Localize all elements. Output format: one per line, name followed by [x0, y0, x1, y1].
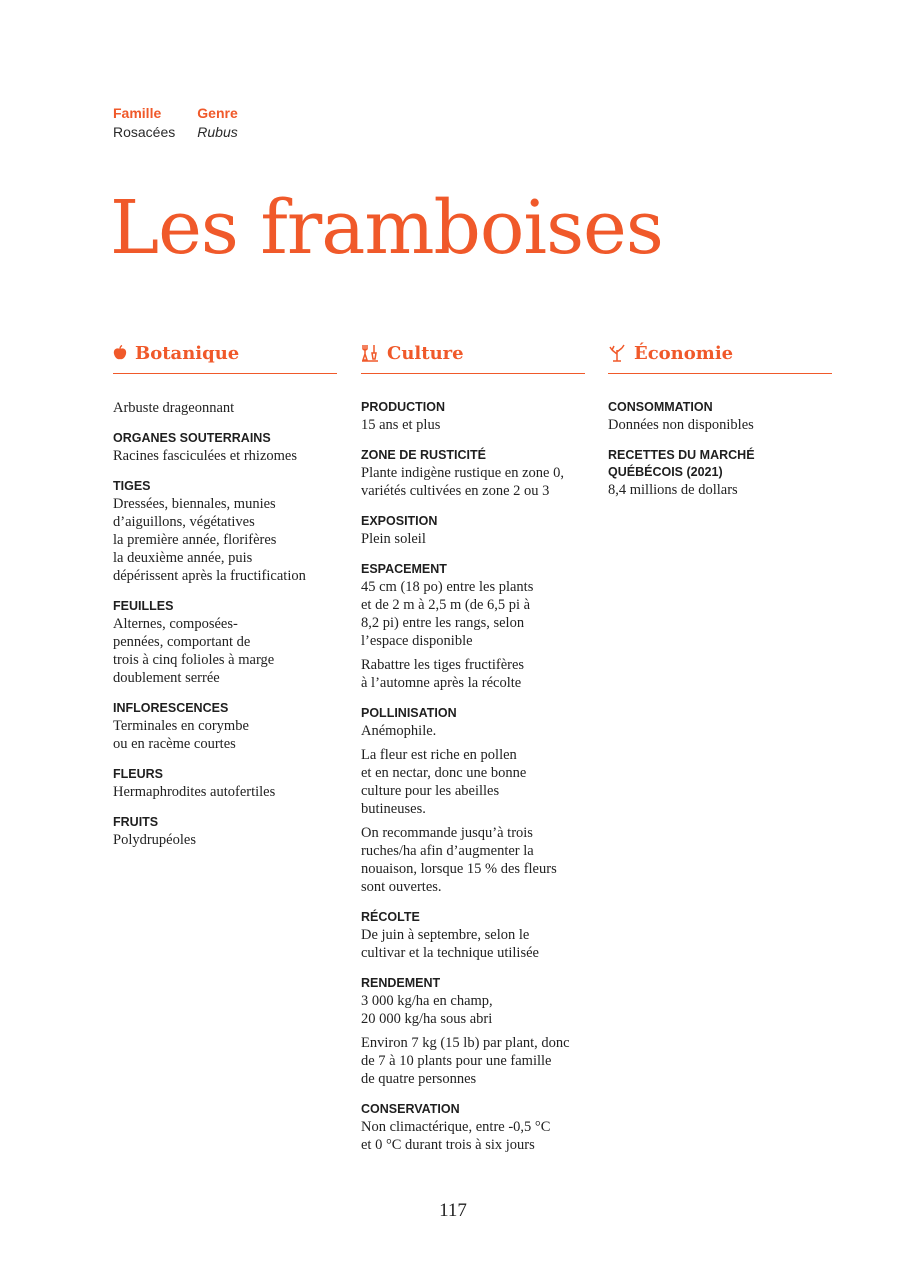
family-label: Famille: [113, 105, 162, 121]
economie-heading-label: Économie: [634, 342, 734, 364]
culture-item-label: CONSERVATION: [361, 1102, 460, 1116]
economie-item-label: RECETTES DU MARCHÉ QUÉBÉCOIS (2021): [608, 448, 755, 479]
culture-item-text: 45 cm (18 po) entre les plants et de 2 m à 2,5 m (de 6,5 pi à 8,2 pi) entre les rangs, selon l’espace disponible: [361, 579, 534, 649]
culture-item: [361, 447, 585, 500]
economie-item-label: CONSOMMATION: [608, 400, 713, 414]
culture-item: [361, 561, 585, 692]
taxonomy: [113, 104, 238, 142]
genus-value: Rubus: [197, 124, 238, 140]
botanique-item-text: Dressées, biennales, munies d’aiguillons, végétatives la première année, florifères la deuxième année, puis dépérissent après la fructification: [113, 496, 306, 584]
culture-item-label: RÉCOLTE: [361, 910, 420, 924]
botanique-item-text: Alternes, composées- pennées, comportant de trois à cinq folioles à marge doublement serrée: [113, 616, 275, 686]
culture-item-label: PRODUCTION: [361, 400, 446, 414]
page-number: 117: [439, 1200, 467, 1221]
genus-block: [197, 104, 237, 142]
botanique-item-label: TIGES: [113, 479, 151, 493]
page-title: Les framboises: [110, 185, 663, 271]
culture-column: [361, 336, 585, 1167]
family-block: [113, 104, 175, 142]
culture-item-text: Non climactérique, entre -0,5 °C et 0 °C durant trois à six jours: [361, 1119, 551, 1153]
economie-item: [608, 447, 832, 499]
botanique-heading-label: Botanique: [135, 342, 240, 364]
culture-item: [361, 909, 585, 962]
culture-item-label: ESPACEMENT: [361, 562, 447, 576]
botanique-item: [113, 766, 337, 801]
culture-item: [361, 399, 585, 434]
culture-item-text: On recommande jusqu’à trois ruches/ha afin d’augmenter la nouaison, lorsque 15 % des fleurs sont ouvertes.: [361, 825, 557, 895]
botanique-item-text: Hermaphrodites autofertiles: [113, 784, 276, 800]
family-value: Rosacées: [113, 124, 176, 140]
garden-tools-icon: [361, 344, 379, 362]
economie-item: [608, 399, 832, 434]
culture-item-text: Plein soleil: [361, 531, 426, 547]
culture-item: [361, 1101, 585, 1154]
botanique-heading: [113, 336, 337, 374]
culture-item: [361, 705, 585, 896]
culture-item-text: Environ 7 kg (15 lb) par plant, donc de 7 à 10 plants pour une famille de quatre personnes: [361, 1035, 570, 1087]
culture-item: [361, 975, 585, 1088]
culture-item-label: ZONE DE RUSTICITÉ: [361, 448, 487, 462]
botanique-item-label: FEUILLES: [113, 599, 174, 613]
economie-item-text: 8,4 millions de dollars: [608, 482, 738, 498]
culture-item-text: Rabattre les tiges fructifères à l’automne après la récolte: [361, 657, 525, 691]
culture-item: [361, 513, 585, 548]
botanique-item: [113, 598, 337, 687]
culture-item-text: 15 ans et plus: [361, 417, 441, 433]
economie-heading: [608, 336, 832, 374]
botanique-item-label: FLEURS: [113, 767, 163, 781]
culture-item-text: Plante indigène rustique en zone 0, variétés cultivées en zone 2 ou 3: [361, 465, 564, 499]
botanique-item: [113, 700, 337, 753]
botanique-item: [113, 814, 337, 849]
culture-item-label: RENDEMENT: [361, 976, 441, 990]
botanique-item-label: FRUITS: [113, 815, 159, 829]
botanique-item: [113, 478, 337, 585]
botanique-column: [113, 336, 337, 862]
botanique-item: [113, 430, 337, 465]
genus-label: Genre: [197, 105, 238, 121]
economie-item-text: Données non disponibles: [608, 417, 754, 433]
botanique-item-label: INFLORESCENCES: [113, 701, 229, 715]
plant-icon: [608, 344, 626, 362]
botanique-item-text: Polydrupéoles: [113, 832, 196, 848]
culture-heading: [361, 336, 585, 374]
botanique-intro: Arbuste drageonnant: [113, 400, 235, 416]
botanique-item-text: Terminales en corymbe ou en racème courtes: [113, 718, 249, 752]
apple-icon: [113, 345, 127, 361]
culture-item-text: 3 000 kg/ha en champ, 20 000 kg/ha sous abri: [361, 993, 493, 1027]
botanique-item-text: Racines fasciculées et rhizomes: [113, 448, 297, 464]
culture-item-text: Anémophile.: [361, 723, 437, 739]
culture-item-label: EXPOSITION: [361, 514, 438, 528]
botanique-item-label: ORGANES SOUTERRAINS: [113, 431, 271, 445]
culture-item-text: La fleur est riche en pollen et en nectar, donc une bonne culture pour les abeilles butineuses.: [361, 747, 527, 817]
culture-item-text: De juin à septembre, selon le cultivar et la technique utilisée: [361, 927, 539, 961]
culture-item-label: POLLINISATION: [361, 706, 457, 720]
economie-column: [608, 336, 832, 512]
culture-heading-label: Culture: [387, 342, 464, 364]
